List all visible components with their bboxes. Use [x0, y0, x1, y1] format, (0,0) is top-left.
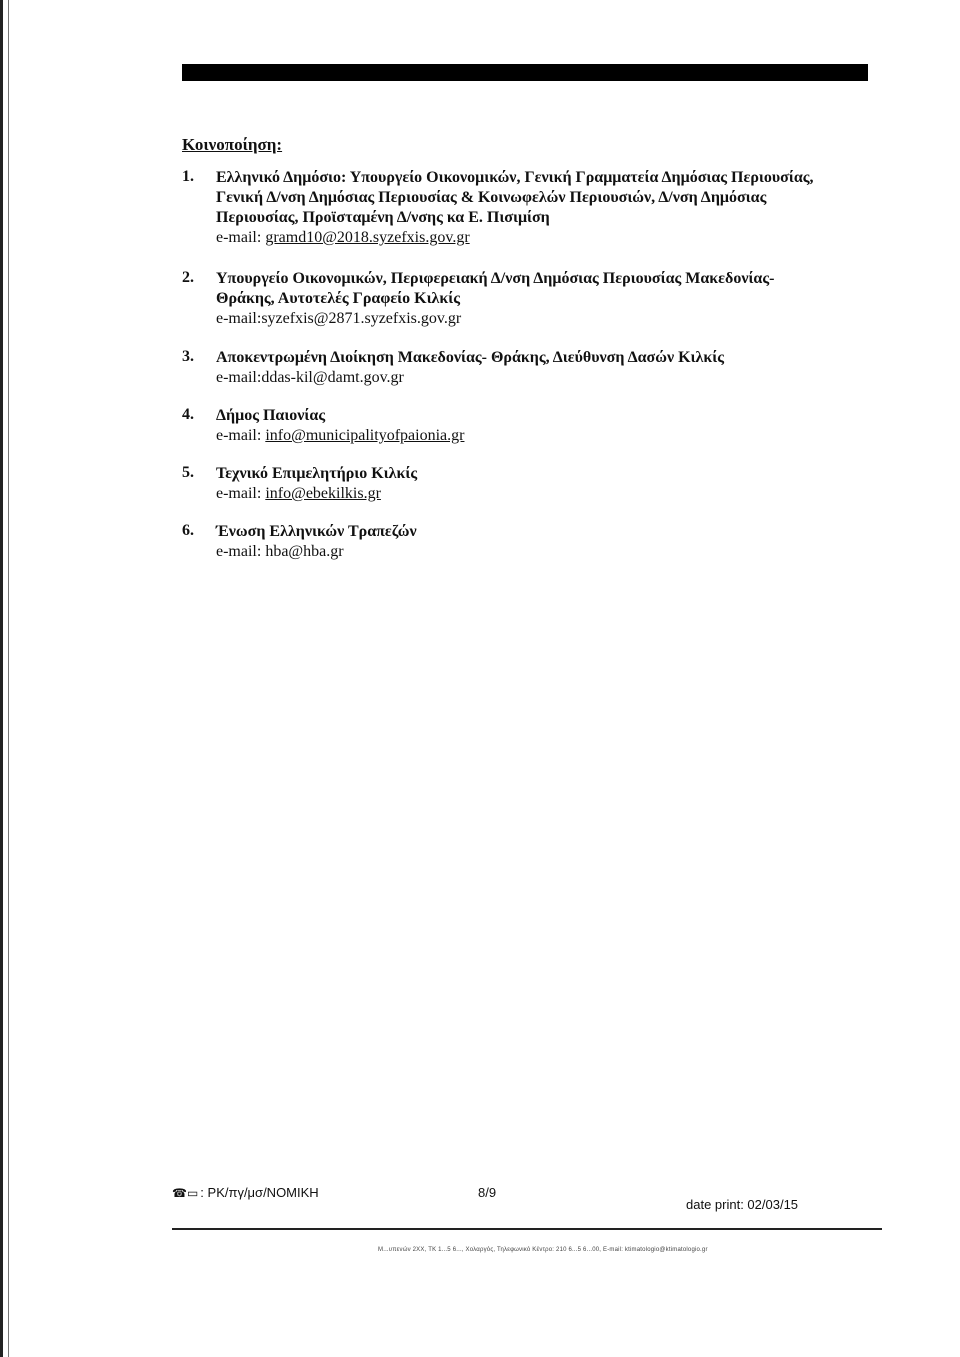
email-label: e-mail:: [216, 543, 266, 560]
item-body: [216, 168, 871, 248]
page-number: 8/9: [478, 1185, 497, 1200]
item-body: [216, 269, 871, 329]
email-link[interactable]: gramd10@2018.syzefxis.gov.gr: [265, 229, 470, 246]
org-line: Περιουσίας, Προϊσταμένη Δ/νσης κα Ε. Πισιμίση: [216, 209, 550, 226]
page-footer: [172, 1185, 812, 1212]
org-line: Ένωση Ελληνικών Τραπεζών: [216, 523, 417, 540]
email-line: [216, 426, 871, 446]
email-line: [216, 484, 871, 504]
scan-edge: [0, 0, 3, 1357]
email-link[interactable]: info@municipalityofpaionia.gr: [265, 427, 465, 444]
item-body: [216, 464, 871, 504]
date-print: date print: 02/03/15: [686, 1197, 799, 1212]
email-link[interactable]: ddas-kil@damt.gov.gr: [261, 369, 404, 386]
email-link[interactable]: syzefxis@2871.syzefxis.gov.gr: [261, 310, 462, 327]
email-line: [216, 368, 871, 388]
email-line: [216, 228, 871, 248]
email-label: e-mail:: [216, 229, 266, 246]
footer-divider: [172, 1228, 882, 1230]
org-line: Θράκης, Αυτοτελές Γραφείο Κιλκίς: [216, 290, 460, 307]
footer-fine-print: Μ...υπενών 2ΧΧ, ΤΚ 1...5 6..., Χολαργός, Τηλεφωνικό Κέντρο: 210 6...5 6...00, E-mail: ktimatologio@ktimatologio.gr: [378, 1247, 708, 1253]
recipients-heading: Κοινοποίηση:: [182, 135, 283, 154]
phone-folder-icon: ☎▭: [172, 1186, 199, 1200]
item-body: [216, 522, 871, 562]
item-number: 2.: [182, 269, 194, 286]
item-number: 4.: [182, 406, 194, 423]
email-label: e-mail:: [216, 427, 266, 444]
scan-edge-line: [8, 0, 9, 1357]
email-link[interactable]: info@ebekilkis.gr: [265, 485, 381, 502]
email-line: [216, 542, 871, 562]
item-number: 5.: [182, 464, 194, 481]
footer-ref-text: : ΡΚ/πγ/μσ/ΝΟΜΙΚΗ: [200, 1185, 319, 1200]
org-line: Αποκεντρωμένη Διοίκηση Μακεδονίας- Θράκης, Διεύθυνση Δασών Κιλκίς: [216, 349, 724, 366]
email-label: e-mail:: [216, 310, 262, 327]
email-line: [216, 309, 871, 329]
org-line: Τεχνικό Επιμελητήριο Κιλκίς: [216, 465, 418, 482]
email-label: e-mail:: [216, 485, 266, 502]
org-line: Δήμος Παιονίας: [216, 407, 326, 424]
org-line: Υπουργείο Οικονομικών, Περιφερειακή Δ/νση Δημόσιας Περιουσίας Μακεδονίας-: [216, 270, 775, 287]
org-line: Γενική Δ/νση Δημόσιας Περιουσίας & Κοινωφελών Περιουσιών, Δ/νση Δημόσιας: [216, 189, 767, 206]
item-body: [216, 406, 871, 446]
email-label: e-mail:: [216, 369, 262, 386]
item-number: 1.: [182, 168, 194, 185]
item-body: [216, 348, 871, 388]
footer-reference: [172, 1185, 319, 1200]
org-line: Ελληνικό Δημόσιο: Υπουργείο Οικονομικών, Γενική Γραμματεία Δημόσιας Περιουσίας,: [216, 169, 814, 186]
email-link[interactable]: hba@hba.gr: [265, 543, 344, 560]
item-number: 6.: [182, 522, 194, 539]
item-number: 3.: [182, 348, 194, 365]
header-bar: [182, 64, 868, 81]
